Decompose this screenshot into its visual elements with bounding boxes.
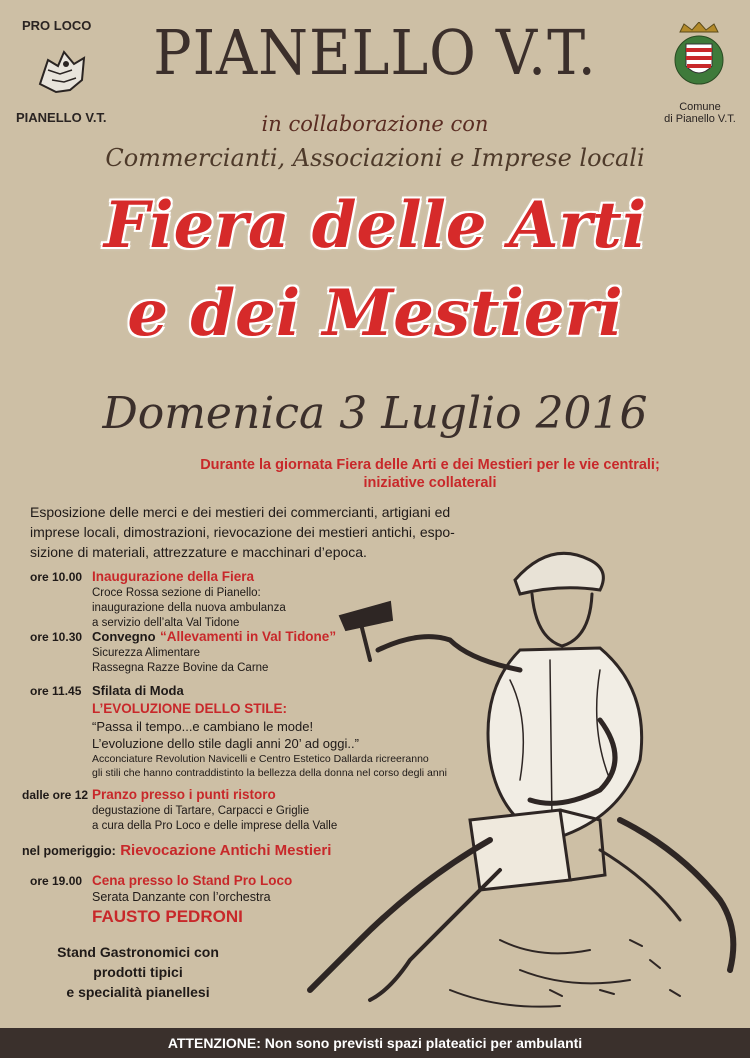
schedule-title: Pranzo presso i punti ristoro xyxy=(92,787,276,802)
description-line: Esposizione delle merci e dei mestieri dei commercianti, artigiani ed xyxy=(30,504,451,520)
description-line: sizione di materiali, attrezzature e macchinari d’epoca. xyxy=(30,544,367,560)
schedule-time: dalle ore 12 xyxy=(22,788,89,802)
event-intro-line2: iniziative collaterali xyxy=(363,475,497,491)
schedule-title: “Allevamenti in Val Tidone” xyxy=(160,629,337,644)
pro-loco-town: PIANELLO V.T. xyxy=(16,110,107,125)
schedule-detail: a servizio dell’alta Val Tidone xyxy=(92,617,240,629)
schedule-item xyxy=(30,872,390,929)
attention-text: Non sono previsti spazi plateatici per ambulanti xyxy=(260,1035,583,1051)
page-title: PIANELLO V.T. xyxy=(153,16,597,89)
attention-banner xyxy=(0,1028,750,1058)
description-line: imprese locali, dimostrazioni, rievocazione dei mestieri antichi, espo- xyxy=(30,524,455,540)
stand-line: Stand Gastronomici con xyxy=(57,944,219,960)
stand-line: prodotti tipici xyxy=(93,964,183,980)
schedule-quote: “Passa il tempo...e cambiano le mode! xyxy=(92,719,314,734)
schedule-title: L’EVOLUZIONE DELLO STILE: xyxy=(92,701,288,716)
schedule-item xyxy=(22,786,402,834)
comune-town: di Pianello V.T. xyxy=(664,113,736,125)
schedule-detail: Croce Rossa sezione di Pianello: xyxy=(92,587,261,599)
schedule-item xyxy=(30,628,390,676)
schedule-time: ore 19.00 xyxy=(30,874,83,888)
event-date: Domenica 3 Luglio 2016 xyxy=(102,388,648,439)
schedule-quote: L’evoluzione dello stile dagli anni 20’ ad oggi..” xyxy=(92,736,359,751)
schedule-title: Rievocazione Antichi Mestieri xyxy=(120,842,332,859)
schedule-detail: a cura della Pro Loco e delle imprese della Valle xyxy=(92,820,338,832)
event-title-line2: e dei Mestieri xyxy=(127,276,623,351)
schedule-detail: Serata Danzante con l’orchestra xyxy=(92,890,271,904)
town-crest-icon xyxy=(672,22,726,90)
partners-line: Commercianti, Associazioni e Imprese locali xyxy=(105,144,645,172)
schedule-detail: Rassegna Razze Bovine da Carne xyxy=(92,662,269,674)
schedule-time: ore 10.30 xyxy=(30,630,83,644)
attention-label: ATTENZIONE: xyxy=(167,1035,261,1051)
schedule-detail: Acconciature Revolution Navicelli e Centro Estetico Dallarda ricreeranno xyxy=(92,753,429,765)
schedule-detail: Sicurezza Alimentare xyxy=(92,647,201,659)
schedule-prefix: Sfilata di Moda xyxy=(92,683,184,698)
schedule-title: Inaugurazione della Fiera xyxy=(92,569,255,584)
schedule-item xyxy=(30,568,370,631)
pro-loco-label: PRO LOCO xyxy=(22,18,92,33)
stand-line: e specialità pianellesi xyxy=(66,984,210,1000)
event-intro-line1: Durante la giornata Fiera delle Arti e dei Mestieri per le vie centrali; xyxy=(200,457,660,473)
event-intro xyxy=(150,456,710,492)
schedule-time: ore 10.00 xyxy=(30,570,83,584)
schedule-detail: degustazione di Tartare, Carpacci e Griglie xyxy=(92,805,310,817)
collaboration-line: in collaborazione con xyxy=(261,112,489,136)
schedule-item xyxy=(22,842,422,860)
food-stand-note xyxy=(38,942,238,1002)
schedule-title: Cena presso lo Stand Pro Loco xyxy=(92,873,293,888)
schedule-detail: gli stili che hanno contraddistinto la bellezza della donna nel corso degli anni xyxy=(92,767,447,779)
schedule-time: nel pomeriggio: xyxy=(22,844,116,858)
comune-label: Comune xyxy=(679,101,721,113)
event-title-line1: Fiera delle Arti xyxy=(103,188,647,263)
schedule-prefix: Convegno xyxy=(92,629,156,644)
schedule-detail: inaugurazione della nuova ambulanza xyxy=(92,602,286,614)
schedule-time: ore 11.45 xyxy=(30,684,82,698)
performer-name: FAUSTO PEDRONI xyxy=(92,907,243,926)
schedule-item xyxy=(30,682,460,780)
